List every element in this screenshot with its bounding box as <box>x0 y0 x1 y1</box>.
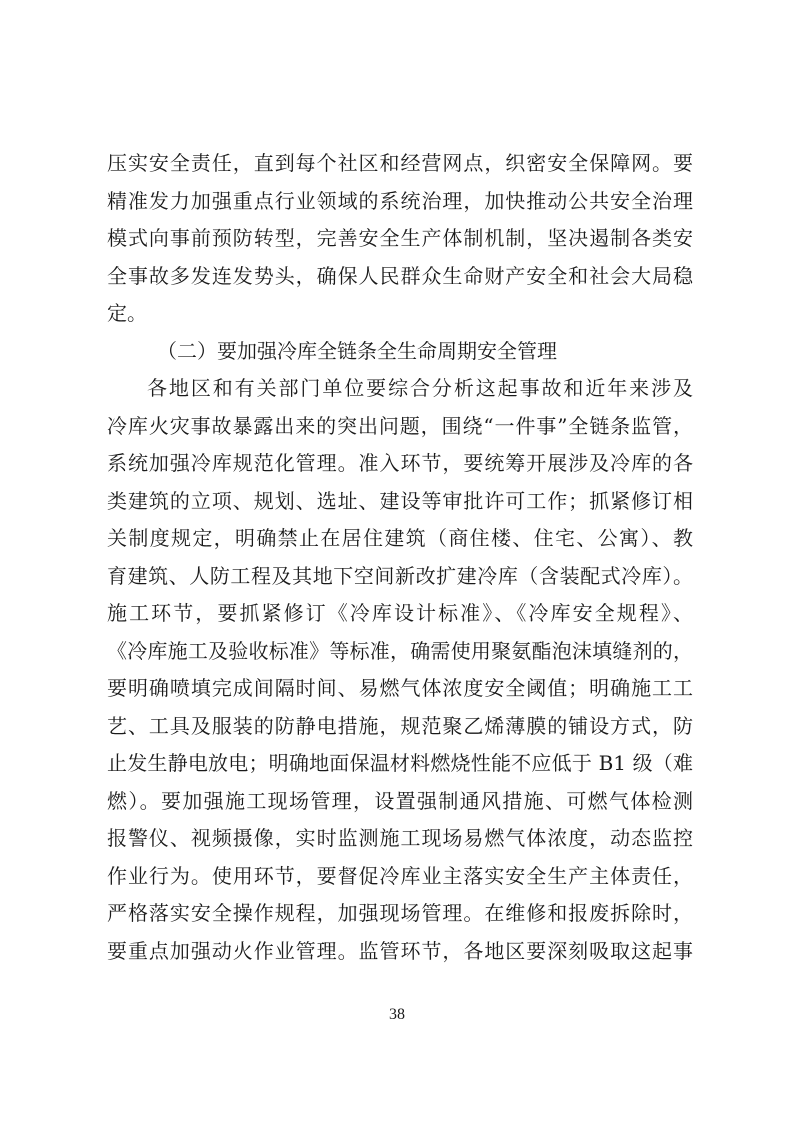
paragraph-2-line: 各地区和有关部门单位要综合分析这起事故和近年来涉及 <box>147 376 693 400</box>
paragraph-2-line: 作业行为。使用环节，要督促冷库业主落实安全生产主体责任， <box>107 863 693 888</box>
paragraph-1-line: 定。 <box>107 301 147 325</box>
paragraph-2-line: 艺、工具及服装的防静电措施，规范聚乙烯薄膜的铺设方式，防 <box>107 713 693 738</box>
paragraph-2-line: 严格落实安全操作规程，加强现场管理。在维修和报废拆除时， <box>107 901 693 925</box>
paragraph-1-line: 精准发力加强重点行业领域的系统治理，加快推动公共安全治理 <box>107 188 693 213</box>
paragraph-2-line: 报警仪、视频摄像，实时监测施工现场易燃气体浓度，动态监控 <box>107 826 693 850</box>
page-number: 38 <box>389 1006 405 1023</box>
paragraph-1-line: 模式向事前预防转型，完善安全生产体制机制，坚决遏制各类安 <box>107 226 693 250</box>
paragraph-2-line: 育建筑、人防工程及其地下空间新改扩建冷库（含装配式冷库）。 <box>107 563 693 588</box>
paragraph-2-line: 《冷库施工及验收标准》等标准，确需使用聚氨酯泡沫填缝剂的， <box>107 638 693 663</box>
paragraph-2-line: 要重点加强动火作业管理。监管环节，各地区要深刻吸取这起事 <box>107 938 693 963</box>
paragraph-1-line: 压实安全责任，直到每个社区和经营网点，织密安全保障网。要 <box>107 151 693 175</box>
section-heading: （二）要加强冷库全链条全生命周期安全管理 <box>157 338 557 363</box>
paragraph-2-line: 施工环节，要抓紧修订《冷库设计标准》、《冷库安全规程》、 <box>107 601 693 625</box>
paragraph-2-line: 冷库火灾事故暴露出来的突出问题，围绕“一件事”全链条监管， <box>107 413 693 438</box>
paragraph-2-line: 止发生静电放电；明确地面保温材料燃烧性能不应低于 B1 级（难 <box>107 751 693 775</box>
paragraph-2-line: 要明确喷填完成间隔时间、易燃气体浓度安全阈值；明确施工工 <box>107 676 693 700</box>
paragraph-2-line: 燃）。要加强施工现场管理，设置强制通风措施、可燃气体检测 <box>107 788 693 813</box>
paragraph-2-line: 类建筑的立项、规划、选址、建设等审批许可工作；抓紧修订相 <box>107 488 693 513</box>
paragraph-2-line: 关制度规定，明确禁止在居住建筑（商住楼、住宅、公寓）、教 <box>107 526 693 550</box>
paragraph-1-line: 全事故多发连发势头，确保人民群众生命财产安全和社会大局稳 <box>107 263 693 288</box>
body-text <box>107 145 693 970</box>
paragraph-2-line: 系统加强冷库规范化管理。准入环节，要统筹开展涉及冷库的各 <box>107 451 693 475</box>
